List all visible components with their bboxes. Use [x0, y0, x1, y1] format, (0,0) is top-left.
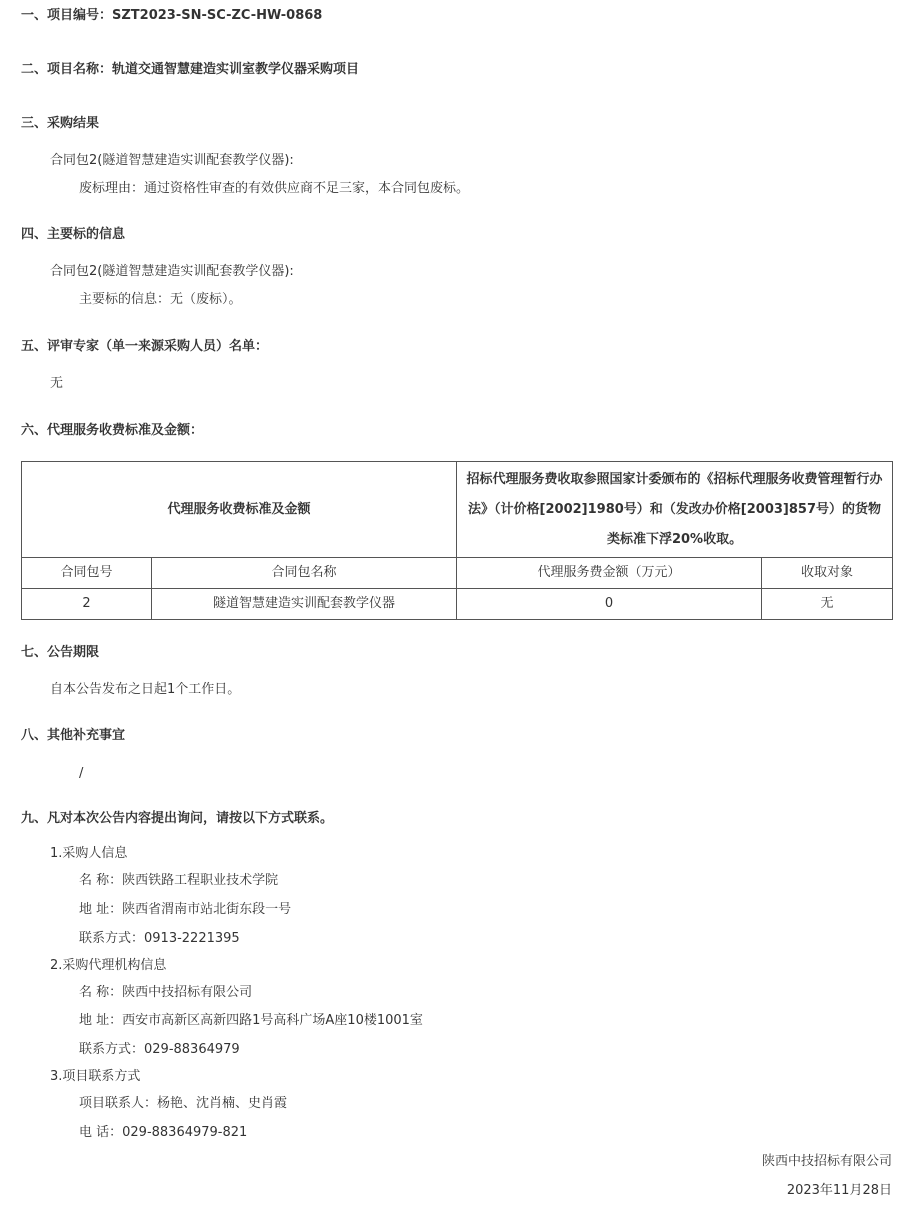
fee-table-standard: 招标代理服务费收取参照国家计委颁布的《招标代理服务收费管理暂行办法》（计价格[2002]1980号）和（发改办价格[2003]857号）的货物类标准下浮20%收取。 — [457, 462, 893, 558]
period-text: 自本公告发布之日起1个工作日。 — [50, 682, 241, 697]
fee-table-header-row — [22, 558, 893, 589]
purchaser-phone: 联系方式：0913-2221395 — [79, 931, 240, 946]
section-contact: 九、凡对本次公告内容提出询问，请按以下方式联系。 — [21, 811, 334, 826]
footer-company: 陕西中技招标有限公司 — [761, 1154, 892, 1169]
table-row — [22, 589, 893, 620]
fee-table — [21, 461, 893, 620]
agency-name: 名 称：陕西中技招标有限公司 — [79, 985, 253, 1000]
experts-value: 无 — [50, 376, 64, 391]
cell-fee-amount: 0 — [457, 589, 762, 620]
main-info-detail: 主要标的信息：无（废标）。 — [79, 292, 242, 307]
header-fee-amount: 代理服务费金额（万元） — [457, 558, 762, 589]
section-experts: 五、评审专家（单一来源采购人员）名单： — [21, 339, 269, 354]
fee-table-title: 代理服务收费标准及金额 — [22, 462, 457, 558]
result-package: 合同包2(隧道智慧建造实训配套教学仪器): — [50, 153, 294, 168]
project-contact-title: 3.项目联系方式 — [50, 1069, 141, 1084]
result-reason: 废标理由：通过资格性审查的有效供应商不足三家，本合同包废标。 — [79, 181, 470, 196]
agency-title: 2.采购代理机构信息 — [50, 958, 167, 973]
section-project-name: 二、项目名称：轨道交通智慧建造实训室教学仪器采购项目 — [21, 62, 360, 77]
project-contact-phone: 电 话：029-88364979-821 — [79, 1125, 248, 1140]
section-agency-fee: 六、代理服务收费标准及金额： — [21, 423, 204, 438]
section-procurement-result: 三、采购结果 — [21, 116, 100, 131]
section-announcement-period: 七、公告期限 — [21, 645, 100, 660]
agency-phone: 联系方式：029-88364979 — [79, 1042, 240, 1057]
purchaser-title: 1.采购人信息 — [50, 846, 128, 861]
cell-package-name: 隧道智慧建造实训配套教学仪器 — [152, 589, 457, 620]
purchaser-address: 地 址：陕西省渭南市站北街东段一号 — [79, 902, 292, 917]
section-main-info: 四、主要标的信息 — [21, 227, 126, 242]
cell-payer: 无 — [762, 589, 893, 620]
section-project-number: 一、项目编号：SZT2023-SN-SC-ZC-HW-0868 — [21, 8, 323, 23]
header-payer: 收取对象 — [762, 558, 893, 589]
main-info-package: 合同包2(隧道智慧建造实训配套教学仪器): — [50, 264, 294, 279]
header-package-name: 合同包名称 — [152, 558, 457, 589]
fee-table-standard-row — [22, 462, 893, 558]
section-supplement: 八、其他补充事宜 — [21, 728, 126, 743]
agency-address: 地 址：西安市高新区高新四路1号高科广场A座10楼1001室 — [79, 1013, 423, 1028]
project-contact-people: 项目联系人：杨艳、沈肖楠、史肖霞 — [79, 1096, 288, 1111]
footer-date: 2023年11月28日 — [786, 1183, 892, 1198]
supplement-text: / — [79, 766, 84, 781]
purchaser-name: 名 称：陕西铁路工程职业技术学院 — [79, 873, 279, 888]
cell-package-number: 2 — [22, 589, 152, 620]
header-package-number: 合同包号 — [22, 558, 152, 589]
